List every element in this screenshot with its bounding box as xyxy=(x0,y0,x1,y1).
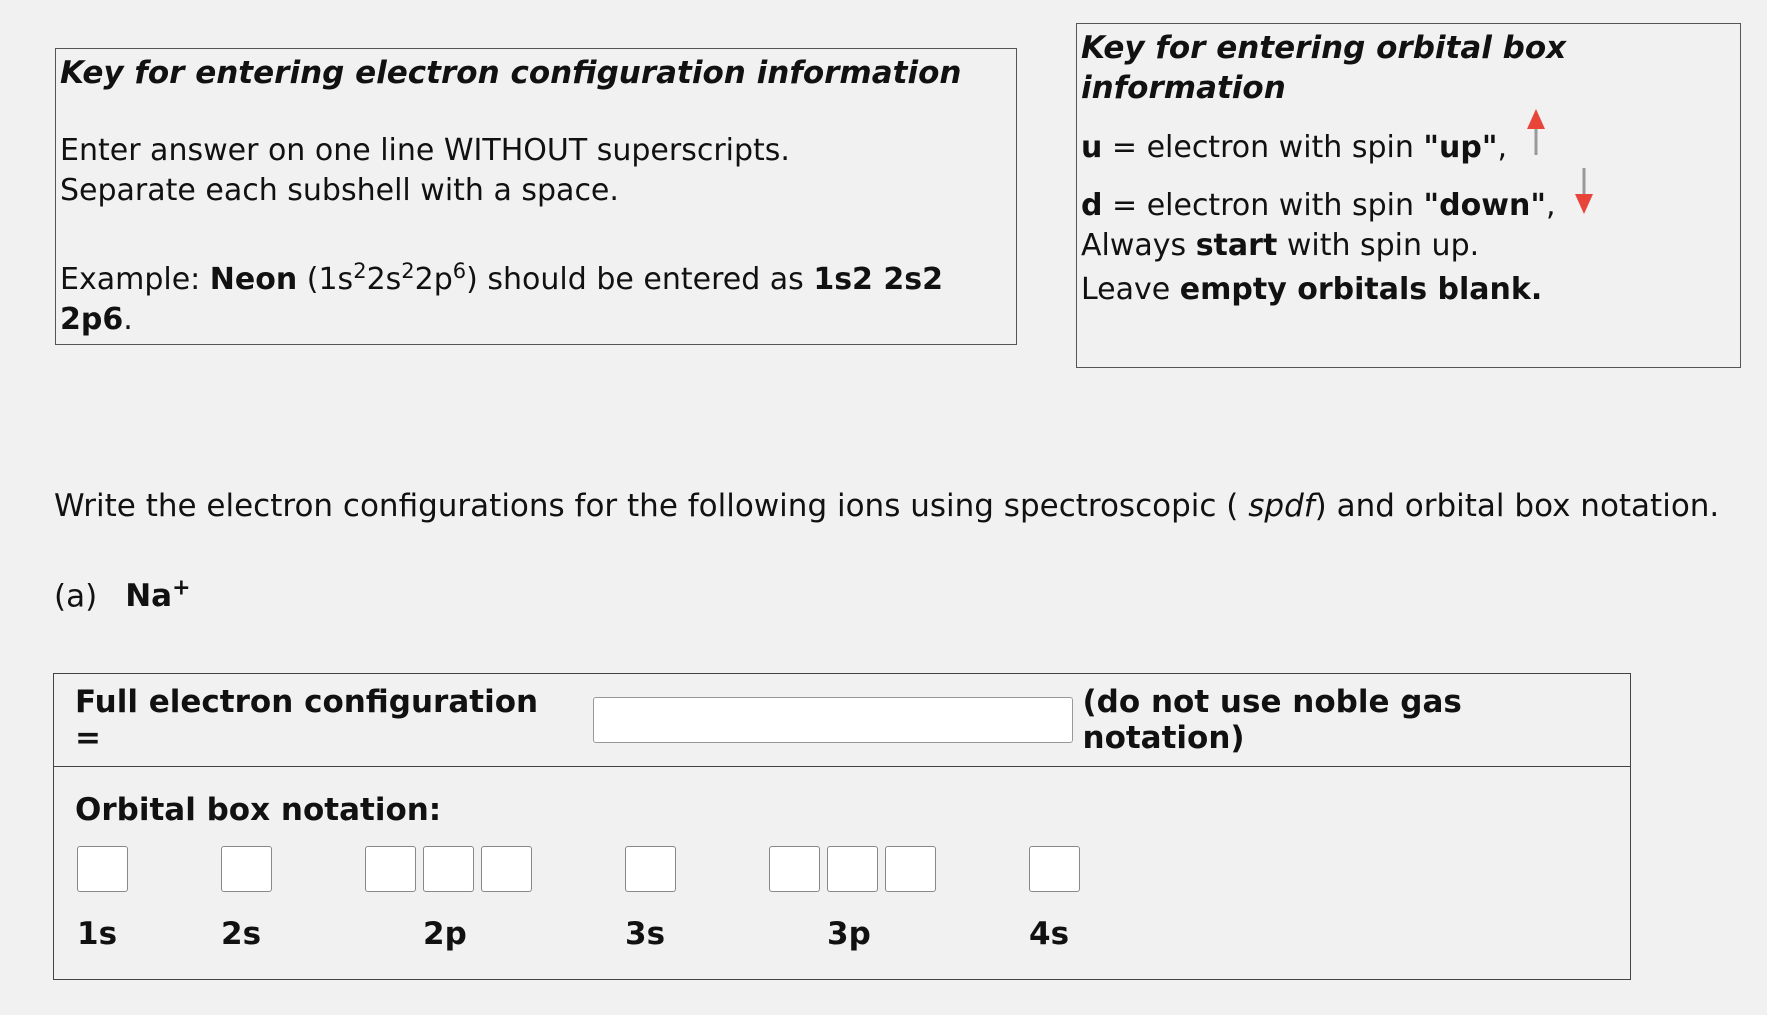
part-label: (a) xyxy=(54,578,98,615)
answer-panel xyxy=(53,673,1631,980)
leave-blank-line: Leave empty orbitals blank. xyxy=(1081,272,1543,307)
always-start-line: Always start with spin up. xyxy=(1081,228,1480,263)
config-key-title: Key for entering electron configuration information xyxy=(60,55,962,91)
orbital-1s xyxy=(77,846,135,952)
orbital-box[interactable] xyxy=(885,846,936,892)
orbital-2s xyxy=(221,846,279,952)
orbital-box[interactable] xyxy=(625,846,676,892)
orbital-label: 4s xyxy=(1029,916,1070,952)
question-prompt: Write the electron configurations for the following ions using spectroscopic ( spdf) and orbital box notation. xyxy=(54,488,1720,524)
config-row xyxy=(54,674,1630,767)
orbital-label: 3p xyxy=(827,916,871,952)
orbital-box[interactable] xyxy=(77,846,128,892)
spin-down-line: d = electron with spin "down", xyxy=(1081,186,1736,226)
orbital-box[interactable] xyxy=(481,846,532,892)
orbital-key-box xyxy=(1076,23,1741,368)
config-input[interactable] xyxy=(593,697,1073,743)
example-answer: 1s2 2s2 2p6 xyxy=(60,262,943,337)
orbital-box[interactable] xyxy=(1029,846,1080,892)
orbital-label: 2s xyxy=(221,916,262,952)
example-element: Neon xyxy=(209,262,298,297)
orbital-box[interactable] xyxy=(769,846,820,892)
config-key-line2: Separate each subshell with a space. xyxy=(60,173,619,208)
up-arrow-icon xyxy=(1525,109,1547,168)
orbital-3p xyxy=(769,846,943,952)
orbital-4s xyxy=(1029,846,1087,952)
ion-symbol: Na+ xyxy=(125,576,191,615)
spin-up-line: u = electron with spin "up", xyxy=(1081,128,1736,168)
orbital-label: 2p xyxy=(423,916,467,952)
down-arrow-icon xyxy=(1573,166,1595,225)
config-key-box xyxy=(55,48,1017,345)
config-label: Full electron configuration = xyxy=(75,684,539,756)
question-part-a xyxy=(54,576,191,614)
orbital-box-title: Orbital box notation: xyxy=(75,792,442,828)
spdf-term: spdf xyxy=(1248,488,1315,524)
config-note: (do not use noble gas notation) xyxy=(1082,684,1462,756)
orbital-box[interactable] xyxy=(221,846,272,892)
config-key-line1: Enter answer on one line WITHOUT superscripts. xyxy=(60,133,790,168)
orbital-label: 3s xyxy=(625,916,666,952)
orbital-2p xyxy=(365,846,539,952)
orbital-label: 1s xyxy=(77,916,118,952)
config-key-example: Example: Neon $(1s^22s^22p^6)$ should be entered as 1s2 2s2 2p6. xyxy=(60,259,943,337)
orbital-key-title: Key for entering orbital box information xyxy=(1081,30,1567,106)
orbital-box[interactable] xyxy=(365,846,416,892)
orbital-3s xyxy=(625,846,683,952)
orbital-box[interactable] xyxy=(827,846,878,892)
orbital-box[interactable] xyxy=(423,846,474,892)
